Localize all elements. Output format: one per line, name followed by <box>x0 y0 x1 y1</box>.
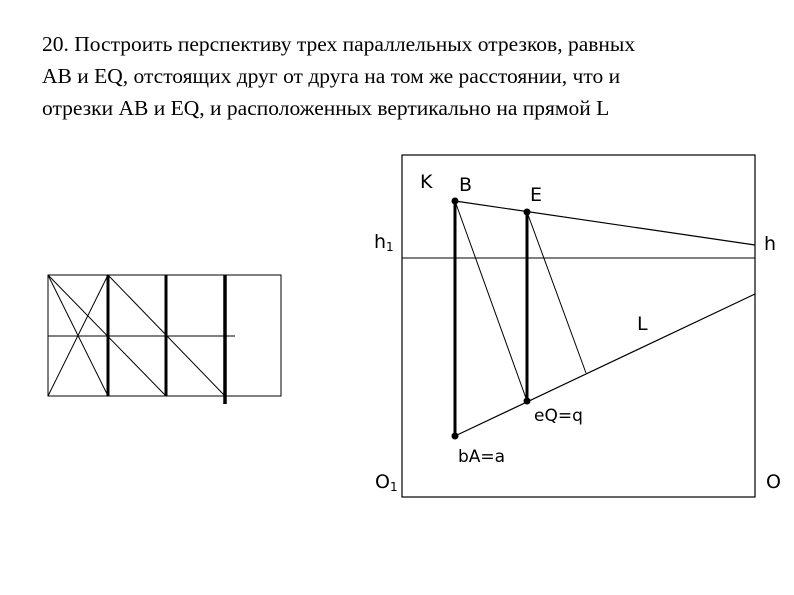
label-h1 <box>374 231 394 254</box>
label-O1-sub: 1 <box>389 480 398 494</box>
label-E: E <box>530 184 543 206</box>
point-bA <box>452 433 459 440</box>
label-h1-sub: 1 <box>386 240 394 254</box>
problem-line-3: отрезки AB и EQ, и расположенных вертикально на прямой L <box>42 96 610 120</box>
point-eQ <box>524 398 531 405</box>
label-h1-main: h <box>374 231 387 253</box>
perspective-drawing <box>402 155 755 497</box>
problem-line-2: AB и EQ, отстоящих друг от друга на том же расстоянии, что и <box>42 64 621 88</box>
point-B <box>452 198 459 205</box>
label-h: h <box>764 233 777 255</box>
label-O1-main: O <box>375 471 390 493</box>
points <box>452 198 531 440</box>
diagonal-B-eQ <box>455 201 527 401</box>
label-K: K <box>420 171 433 193</box>
label-O1 <box>375 471 398 494</box>
point-E <box>524 209 531 216</box>
label-B: B <box>459 174 473 196</box>
problem-line-1: 20. Построить перспективу трех параллельных отрезков, равных <box>42 32 636 56</box>
label-eQ-q: eQ=q <box>534 406 583 426</box>
diagonal-E-L <box>527 212 586 373</box>
label-L: L <box>637 313 648 335</box>
auxiliary-grid <box>48 275 281 404</box>
label-O: O <box>766 471 781 493</box>
line-L <box>455 294 755 436</box>
line-B-vanishing <box>455 201 755 245</box>
label-bA-a: bA=a <box>458 447 506 467</box>
